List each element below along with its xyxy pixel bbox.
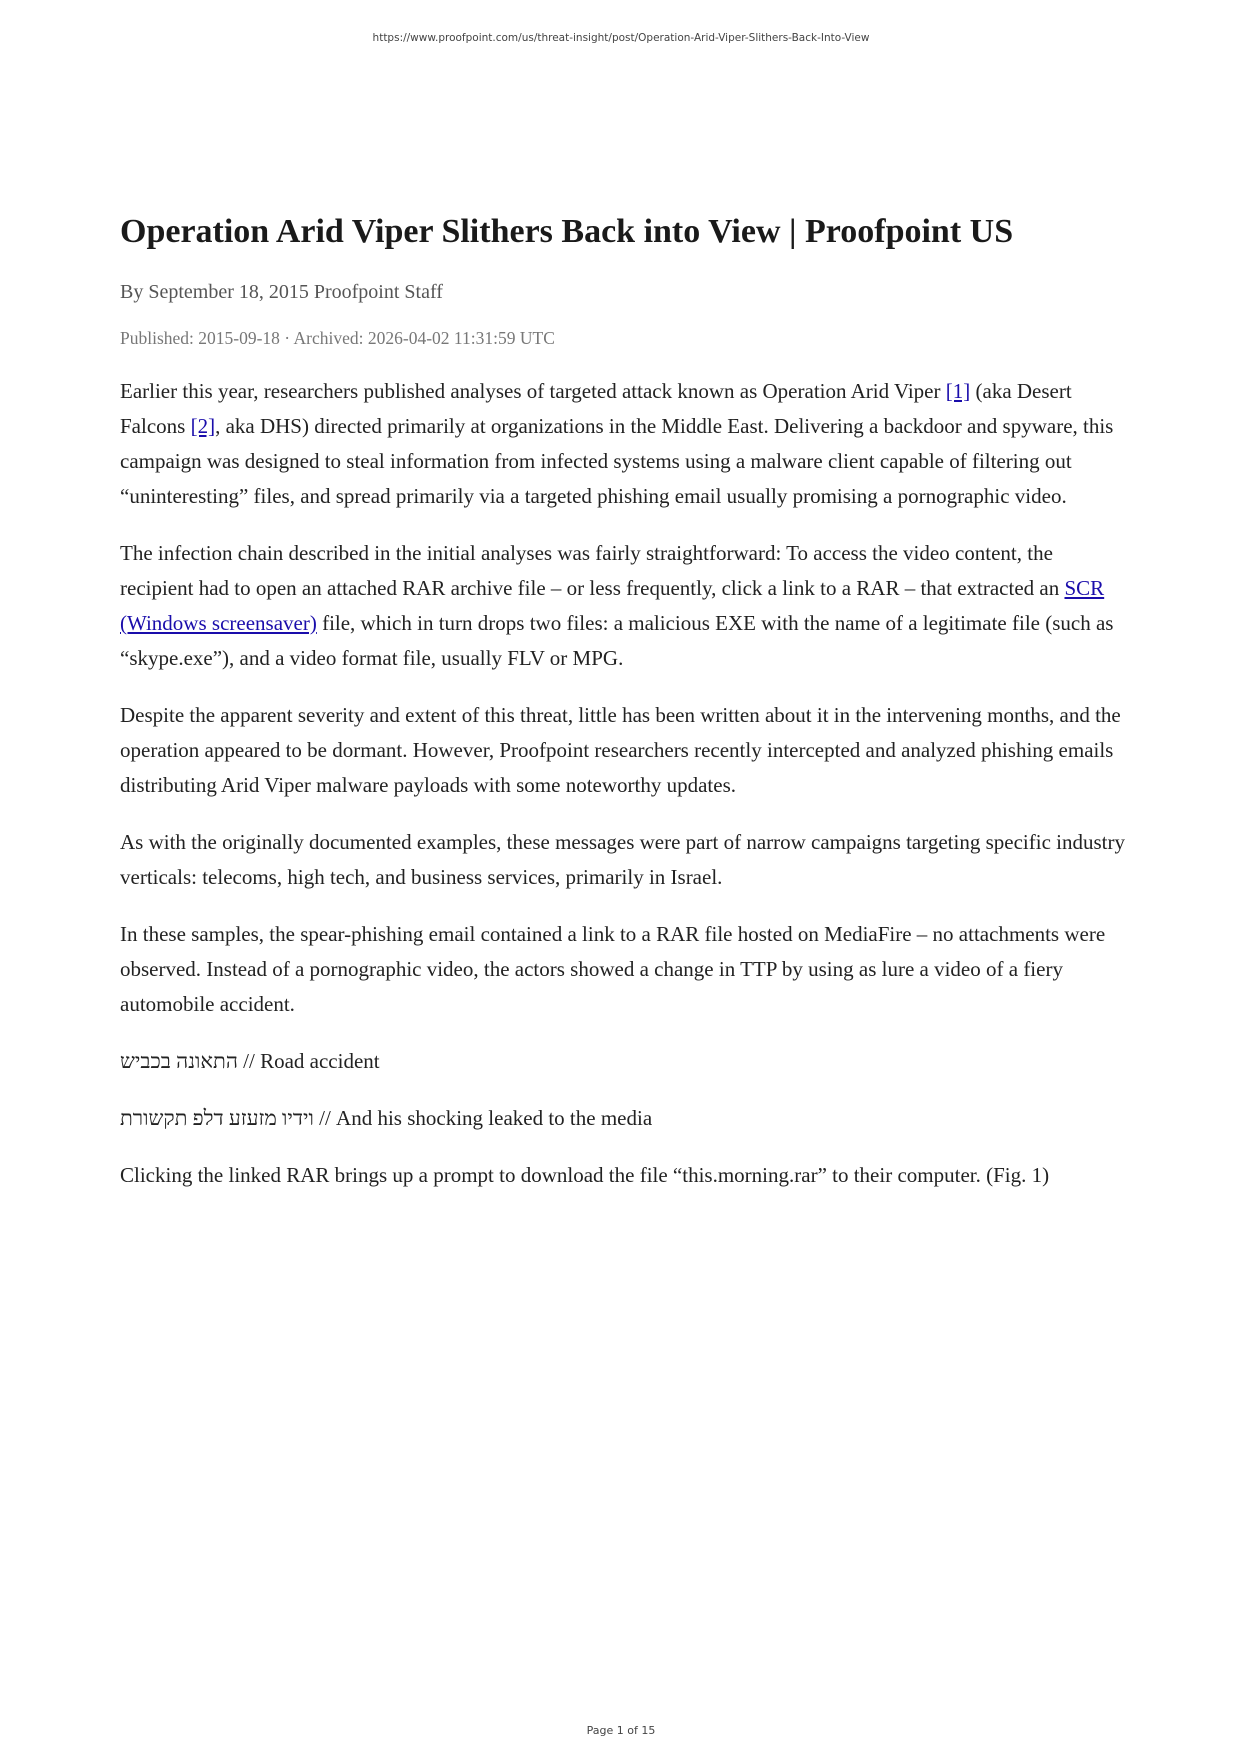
paragraph-text: The infection chain described in the initial analyses was fairly straightforward: To access the video content, the recipient had to open an attached RAR archive file – or less frequently, click a link to a RAR – that extracted an bbox=[120, 540, 1065, 600]
english-translation: // And his shocking leaked to the media bbox=[313, 1105, 653, 1130]
paragraph-lure-subject-2 bbox=[120, 1101, 1130, 1136]
paragraph-text: (aka Desert Falcons bbox=[120, 378, 1072, 438]
page-url-header: https://www.proofpoint.com/us/threat-insight/post/Operation-Arid-Viper-Slithers-Back-Into-View bbox=[372, 32, 870, 44]
page-number-footer: Page 1 of 15 bbox=[586, 1724, 656, 1737]
paragraph-intro bbox=[120, 374, 1130, 514]
paragraph-text: Earlier this year, researchers published analyses of targeted attack known as Operation Arid Viper bbox=[120, 378, 946, 403]
scr-screensaver-link[interactable]: SCR (Windows screensaver) bbox=[120, 575, 1105, 635]
paragraph-spear-phishing: In these samples, the spear-phishing email contained a link to a RAR file hosted on MediaFire – no attachments were observed. Instead of a pornographic video, the actors showed a change in TTP by using as lure a video of a fiery automobile accident. bbox=[120, 921, 1106, 1016]
paragraph-dormant: Despite the apparent severity and extent of this threat, little has been written about it in the intervening months, and the operation appeared to be dormant. However, Proofpoint researchers recently intercepted and analyzed phishing emails distributing Arid Viper malware payloads with some noteworthy updates. bbox=[120, 702, 1121, 797]
article-meta: Published: 2015-09-18 · Archived: 2026-04-02 11:31:59 UTC bbox=[120, 327, 555, 348]
hebrew-text: התאונה בכביש bbox=[120, 1048, 238, 1073]
paragraph-lure-subject-1 bbox=[120, 1044, 1130, 1079]
paragraph-text: , aka DHS) directed primarily at organizations in the Middle East. Delivering a backdoor and spyware, this campaign was designed to steal information from infected systems using a malware client capable of filtering out “uninteresting” files, and spread primarily via a targeted phishing email usually promising a pornographic video. bbox=[120, 413, 1114, 508]
paragraph-text: file, which in turn drops two files: a malicious EXE with the name of a legitimate file (such as “skype.exe”), and a video format file, usually FLV or MPG. bbox=[120, 610, 1114, 670]
article-title: Operation Arid Viper Slithers Back into View | Proofpoint US bbox=[120, 213, 1014, 250]
reference-link-1[interactable]: [1] bbox=[945, 378, 971, 403]
article-byline: By September 18, 2015 Proofpoint Staff bbox=[120, 280, 443, 303]
article-content bbox=[120, 212, 1130, 1215]
paragraph-download-prompt: Clicking the linked RAR brings up a prompt to download the file “this.morning.rar” to their computer. (Fig. 1) bbox=[120, 1162, 1050, 1187]
english-translation: // Road accident bbox=[237, 1048, 380, 1073]
paragraph-targets: As with the originally documented examples, these messages were part of narrow campaigns targeting specific industry verticals: telecoms, high tech, and business services, primarily in Israel. bbox=[120, 829, 1125, 889]
reference-link-2[interactable]: [2] bbox=[190, 413, 216, 438]
paragraph-infection-chain bbox=[120, 536, 1130, 676]
hebrew-text: וידיו מזעזע דלפ תקשורת bbox=[120, 1105, 314, 1130]
